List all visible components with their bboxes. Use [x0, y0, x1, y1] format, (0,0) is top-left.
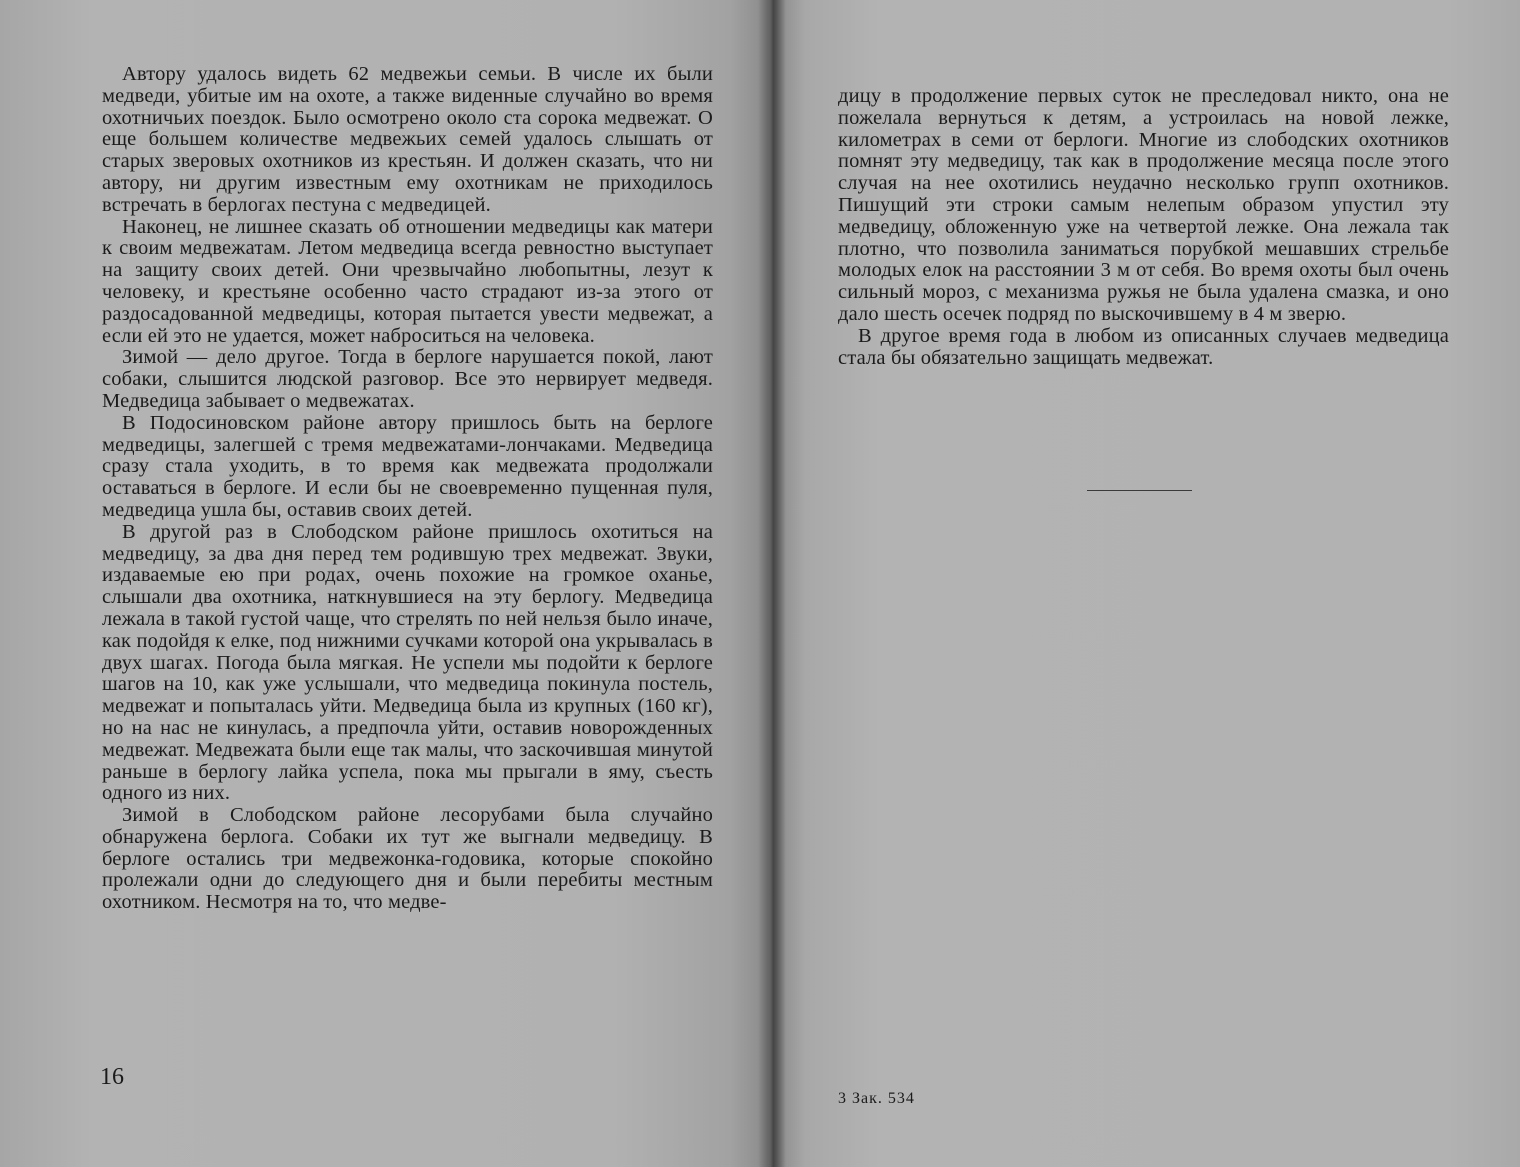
- paragraph: Наконец, не лишнее сказать об отношении медведицы как матери к своим медвежатам. Летом медведица всегда ревностно выступает на защиту своих детей. Они чрезвычайно любопытны, лезут к человеку, и крестьяне особенно часто страдают из-за этого от раздосадованной медведицы, которая пытается увести медвежат, а если ей это не удается, может наброситься на человека.: [102, 215, 713, 347]
- section-divider: [1087, 490, 1192, 491]
- paragraph: В другой раз в Слободском районе пришлось охотиться на медведицу, за два дня перед тем родившую трех медвежат. Звуки, издаваемые ею при родах, очень похожие на громкое оханье, слышали два охотника, наткнувшиеся на эту берлогу. Медведица лежала в такой густой чаще, что стрелять по ней нельзя было иначе, как подойдя к елке, под нижними сучками которой она укрывалась в двух шагах. Погода была мягкая. Не успели мы подойти к берлоге шагов на 10, как уже услышали, что медведица покинула постель, медвежат и попыталась уйти. Медведица была из крупных (160 кг), но на нас не кинулась, а предпочла уйти, оставив новорожденных медвежат. Медвежата были еще так малы, что заскочившая минутой раньше в берлогу лайка успела, пока мы прыгали в яму, съесть одного из них.: [102, 520, 713, 805]
- paragraph: В другое время года в любом из описанных случаев медведица стала бы обязательно защищать медвежат.: [838, 324, 1449, 369]
- left-page-text: [102, 64, 713, 914]
- printer-signature: 3 Зак. 534: [838, 1090, 915, 1107]
- paragraph: Автору удалось видеть 62 медвежьи семьи. В числе их были медведи, убитые им на охоте, а также виденные случайно во время охотничьих поездок. Было осмотрено около ста сорока медвежат. О еще большем количестве медвежьих семей удалось слышать от старых зверовых охотников из крестьян. И должен сказать, что ни автору, ни другим известным ему охотникам не приходилось встречать в берлогах пестуна с медведицей.: [102, 63, 713, 216]
- page-number: 16: [100, 1064, 124, 1090]
- paragraph: В Подосиновском районе автору пришлось быть на берлоге медведицы, залегшей с тремя медвежатами-лончаками. Медведица сразу стала уходить, в то время как медвежата продолжали оставаться в берлоге. И если бы не своевременно пущенная пуля, медведица ушла бы, оставив своих детей.: [102, 411, 713, 521]
- paragraph: Зимой — дело другое. Тогда в берлоге нарушается покой, лают собаки, слышится людской разговор. Все это нервирует медведя. Медведица забывает о медвежатах.: [102, 346, 713, 412]
- book-gutter: [758, 0, 786, 1167]
- paragraph-continuation: дицу в продолжение первых суток не преследовал никто, она не пожелала вернуться к детям, а устроилась на новой лежке, километрах в семи от берлоги. Многие из слободских охотников помнят эту медведицу, так как в продолжение месяца после этого случая на нее охотились неудачно несколько групп охотников. Пишущий эти строки самым нелепым образом упустил эту медведицу, обложенную уже на четвертой лежке. Она лежала так плотно, что позволила заниматься порубкой мешавших стрельбе молодых елок на расстоянии 3 м от себя. Во время охоты был очень сильный мороз, с механизма ружья не была удалена смазка, и оно дало шесть осечек подряд по выскочившему в 4 м зверю.: [838, 85, 1449, 325]
- paragraph: Зимой в Слободском районе лесорубами была случайно обнаружена берлога. Собаки их тут же выгнали медведицу. В берлоге остались три медвежонка-годовика, которые спокойно пролежали одни до следующего дня и были перебиты местным охотником. Несмотря на то, что медве-: [102, 804, 713, 914]
- right-page-text: [838, 86, 1449, 369]
